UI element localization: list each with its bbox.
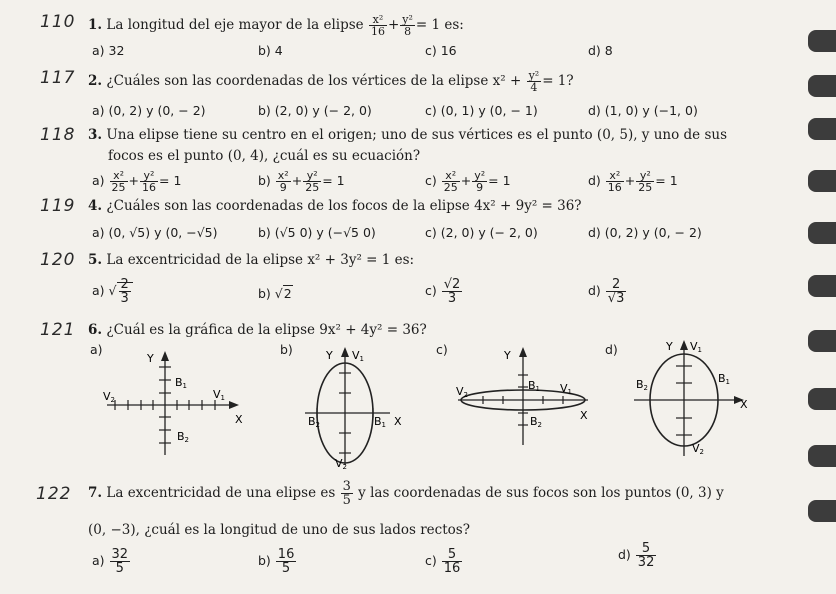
svg-text:Y: Y: [326, 349, 333, 362]
option-5b[interactable]: b) √2: [258, 286, 292, 301]
b2-label: B2: [177, 430, 190, 444]
handwritten-number: 110: [40, 12, 76, 32]
arrow-icon: [229, 401, 239, 409]
binder-tab: [808, 222, 836, 244]
graph-c[interactable]: [448, 345, 598, 450]
option-2d[interactable]: d) (1, 0) y (−1, 0): [588, 103, 698, 118]
svg-text:B1: B1: [718, 372, 731, 386]
option-4a[interactable]: a) (0, √5) y (0, −√5): [92, 225, 218, 240]
arrow-icon: [161, 351, 169, 361]
option-7c[interactable]: c) $\frac{5}{16}$: [425, 547, 461, 576]
svg-text:X: X: [740, 398, 748, 411]
graph-d-label[interactable]: d): [605, 342, 618, 357]
option-4c[interactable]: c) (2, 0) y (− 2, 0): [425, 225, 538, 240]
question-7-line2: (0, −3), ¿cuál es la longitud de uno de sus lados rectos?: [88, 522, 470, 538]
option-7b[interactable]: b) $\frac{16}{5}$: [258, 547, 295, 576]
handwritten-number: 117: [40, 68, 76, 88]
question-3-line2: focos es el punto (0, 4), ¿cuál es su ecuación?: [108, 148, 421, 164]
handwritten-number: 121: [40, 320, 76, 340]
option-5c[interactable]: c) $\frac{√2}{3}$: [425, 277, 461, 306]
question-1: 1. La longitud del eje mayor de la elipse $\frac{\text{x²}}{16}$ + $\frac{\text{y²}}{8}$ = 1 es:: [88, 13, 464, 38]
binder-tab: [808, 75, 836, 97]
binder-tab: [808, 118, 836, 140]
option-4d[interactable]: d) (0, 2) y (0, − 2): [588, 225, 702, 240]
handwritten-number: 118: [40, 125, 76, 145]
binder-tab: [808, 500, 836, 522]
question-7: 7. La excentricidad de una elipse es $\frac{3}{5}$ y las coordenadas de sus focos son los puntos (0, 3) y: [88, 479, 724, 508]
question-5: 5. La excentricidad de la elipse x² + 3y² = 1 es:: [88, 252, 415, 268]
binder-tab: [808, 170, 836, 192]
handwritten-number: 122: [36, 484, 72, 504]
option-7a[interactable]: a) $\frac{32}{5}$: [92, 547, 129, 576]
svg-text:Y: Y: [666, 340, 673, 353]
svg-text:X: X: [580, 409, 588, 422]
graph-b-label[interactable]: b): [280, 342, 293, 357]
svg-text:V2: V2: [692, 442, 704, 456]
svg-text:B1: B1: [374, 415, 387, 429]
option-3c[interactable]: c) $\frac{\text{x²}}{25}$ + $\frac{\text{y²}}{9}$ = 1: [425, 169, 511, 194]
binder-tab: [808, 30, 836, 52]
option-3a[interactable]: a) $\frac{\text{x²}}{25}$ + $\frac{\text{y²}}{16}$ = 1: [92, 169, 182, 194]
handwritten-number: 119: [40, 196, 76, 216]
option-1b[interactable]: b) 4: [258, 43, 283, 58]
option-1a[interactable]: a) 32: [92, 43, 125, 58]
graph-a[interactable]: [95, 345, 255, 465]
svg-text:B2: B2: [530, 415, 543, 429]
svg-text:B2: B2: [636, 378, 649, 392]
graph-d[interactable]: [622, 338, 762, 463]
binder-tab: [808, 330, 836, 352]
option-5a[interactable]: a) √ $\frac{2}{3}$: [92, 278, 133, 305]
b1-label: B1: [175, 376, 188, 390]
binder-tab: [808, 275, 836, 297]
binder-tab: [808, 445, 836, 467]
svg-text:V2: V2: [335, 457, 347, 470]
question-4: 4. ¿Cuáles son las coordenadas de los focos de la elipse 4x² + 9y² = 36?: [88, 198, 582, 214]
option-1c[interactable]: c) 16: [425, 43, 457, 58]
svg-text:V1: V1: [560, 382, 572, 396]
option-2c[interactable]: c) (0, 1) y (0, − 1): [425, 103, 538, 118]
svg-text:V1: V1: [690, 340, 702, 354]
binder-tab: [808, 388, 836, 410]
option-4b[interactable]: b) (√5 0) y (−√5 0): [258, 225, 376, 240]
svg-text:V2: V2: [456, 385, 468, 399]
option-1d[interactable]: d) 8: [588, 43, 613, 58]
option-5d[interactable]: d) $\frac{2}{√3}$: [588, 277, 625, 306]
option-3d[interactable]: d) $\frac{\text{x²}}{16}$ + $\frac{\text{y²}}{25}$ = 1: [588, 169, 678, 194]
option-3b[interactable]: b) $\frac{\text{x²}}{9}$ + $\frac{\text{y²}}{25}$ = 1: [258, 169, 345, 194]
option-2b[interactable]: b) (2, 0) y (− 2, 0): [258, 103, 372, 118]
question-6: 6. ¿Cuál es la gráfica de la elipse 9x² + 4y² = 36?: [88, 322, 427, 338]
svg-text:B1: B1: [528, 379, 541, 393]
option-7d[interactable]: d) $\frac{5}{32}$: [618, 541, 655, 570]
v1-label: V1: [213, 388, 225, 402]
svg-text:Y: Y: [504, 349, 511, 362]
svg-text:X: X: [394, 415, 402, 428]
question-2: 2. ¿Cuáles son las coordenadas de los vértices de la elipse x² + $\frac{\text{y²}}{4}$ = 1?: [88, 69, 574, 94]
handwritten-number: 120: [40, 250, 76, 270]
svg-text:V1: V1: [352, 349, 364, 363]
graph-b[interactable]: [290, 345, 420, 470]
graph-a-label[interactable]: a): [90, 342, 103, 357]
question-3: 3. Una elipse tiene su centro en el origen; uno de sus vértices es el punto (0, 5), y uno de sus: [88, 127, 727, 143]
option-2a[interactable]: a) (0, 2) y (0, − 2): [92, 103, 206, 118]
graph-c-label[interactable]: c): [436, 342, 448, 357]
svg-text:B2: B2: [308, 415, 321, 429]
y-label: Y: [147, 352, 154, 365]
x-label: X: [235, 413, 243, 426]
v2-label: V2: [103, 390, 115, 404]
